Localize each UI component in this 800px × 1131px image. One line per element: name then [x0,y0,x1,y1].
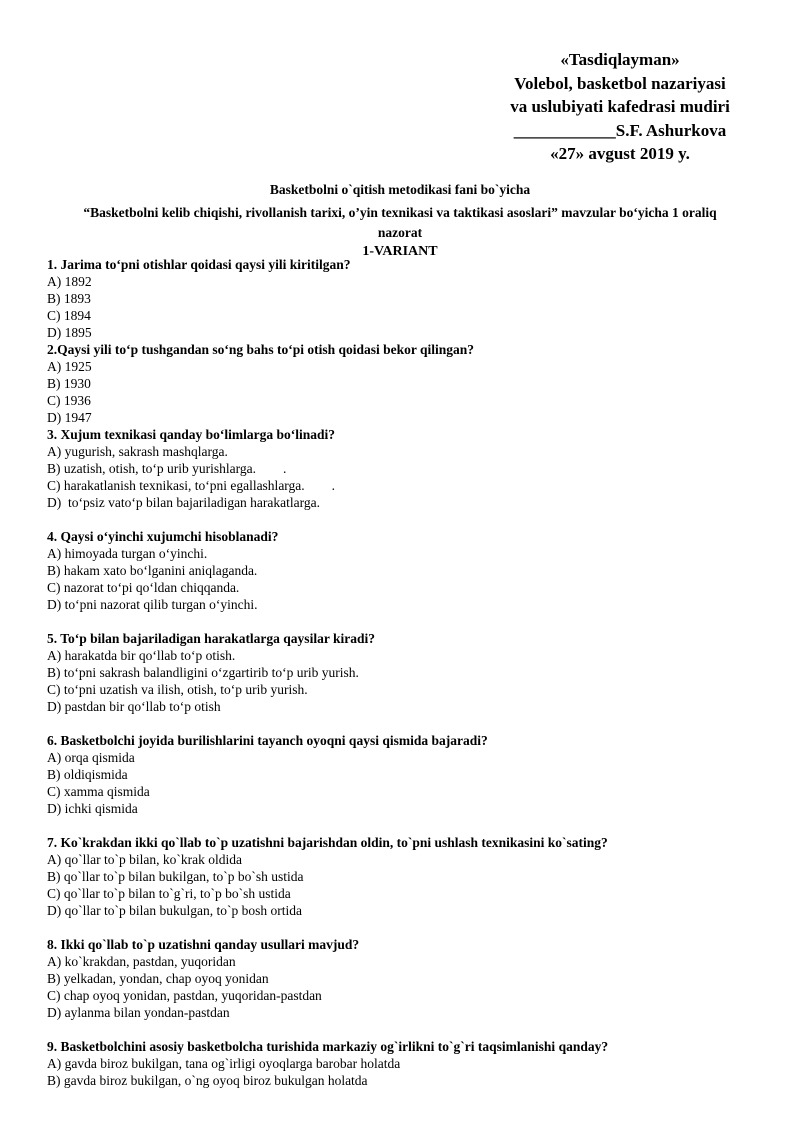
question-6 [47,732,767,817]
option-d: D) 1947 [47,410,92,425]
subject-title: Basketbolni o`qitish metodikasi fani bo`yicha [269,182,531,197]
option-d: D) ichki qismida [47,801,138,816]
approval-signature: ____________S.F. Ashurkova [513,120,727,140]
option-b: B) qo`llar to`p bilan bukilgan, to`p bo`sh ustida [47,869,304,884]
question-3 [47,426,767,511]
option-d: D) aylanma bilan yondan-pastdan [47,1005,230,1020]
option-b: B) to‘pni sakrash balandligini o‘zgartirib to‘p urib yurish. [47,665,359,680]
approval-block [490,48,750,166]
option-a: A) gavda biroz bukilgan, tana og`irligi oyoqlarga barobar holatda [47,1056,401,1071]
approval-department: Volebol, basketbol nazariyasi [514,73,726,93]
option-d: D) to‘pni nazorat qilib turgan o‘yinchi. [47,597,258,612]
option-c: C) 1936 [47,393,91,408]
question-1 [47,256,767,341]
question-8 [47,936,767,1021]
option-d: D) 1895 [47,325,92,340]
document-heading [40,180,760,261]
option-d: D) pastdan bir qo‘llab to‘p otish [47,699,221,714]
question-text: 8. Ikki qo`llab to`p uzatishni qanday usullari mavjud? [47,937,360,952]
approval-date: «27» avgust 2019 y. [550,144,690,163]
option-a: A) qo`llar to`p bilan, ko`krak oldida [47,852,242,867]
option-c: C) 1894 [47,308,91,323]
question-5 [47,630,767,715]
option-a: A) 1925 [47,359,92,374]
topics-title-line2: nazorat [377,225,423,240]
option-d: D) qo`llar to`p bilan bukulgan, to`p bosh ortida [47,903,302,918]
topics-title-line1: “Basketbolni kelib chiqishi, rivollanish tarixi, o’yin texnikasi va taktikasi asoslari” mavzular bo‘yicha 1 oraliq [83,205,717,220]
question-text: 3. Xujum texnikasi qanday bo‘limlarga bo‘linadi? [47,427,336,442]
option-b: B) uzatish, otish, to‘p urib yurishlarga. . [47,461,287,476]
option-a: A) himoyada turgan o‘yinchi. [47,546,208,561]
option-d: D) to‘psiz vato‘p bilan bajariladigan harakatlarga. [47,495,321,510]
option-a: A) yugurish, sakrash mashqlarga. [47,444,228,459]
option-b: B) oldiqismida [47,767,128,782]
question-text: 2.Qaysi yili to‘p tushgandan so‘ng bahs to‘pi otish qoidasi bekor qilingan? [47,342,475,357]
option-c: C) harakatlanish texnikasi, to‘pni egallashlarga. . [47,478,336,493]
option-b: B) 1930 [47,376,91,391]
question-7 [47,834,767,919]
option-c: C) xamma qismida [47,784,150,799]
question-text: 4. Qaysi o‘yinchi xujumchi hisoblanadi? [47,529,279,544]
question-text: 5. To‘p bilan bajariladigan harakatlarga qaysilar kiradi? [47,631,375,646]
option-a: A) orqa qismida [47,750,135,765]
question-text: 7. Ko`krakdan ikki qo`llab to`p uzatishni bajarishdan oldin, to`pni ushlash texnikasini ko`sating? [47,835,608,850]
option-c: C) chap oyoq yonidan, pastdan, yuqoridan-pastdan [47,988,322,1003]
option-b: B) 1893 [47,291,91,306]
option-c: C) to‘pni uzatish va ilish, otish, to‘p urib yurish. [47,682,308,697]
question-text: 1. Jarima to‘pni otishlar qoidasi qaysi yili kiritilgan? [47,257,351,272]
variant-title: 1-VARIANT [362,244,438,259]
option-a: A) 1892 [47,274,92,289]
option-c: C) nazorat to‘pi qo‘ldan chiqqanda. [47,580,240,595]
option-b: B) yelkadan, yondan, chap oyoq yonidan [47,971,269,986]
option-b: B) hakam xato bo‘lganini aniqlaganda. [47,563,258,578]
question-2 [47,341,767,426]
question-4 [47,528,767,613]
question-text: 6. Basketbolchi joyida burilishlarini tayanch oyoqni qaysi qismida bajaradi? [47,733,488,748]
question-list [47,256,767,1089]
option-a: A) harakatda bir qo‘llab to‘p otish. [47,648,236,663]
question-text: 9. Basketbolchini asosiy basketbolcha turishida markaziy og`irlikni to`g`ri taqsimlanishi qanday? [47,1039,609,1054]
question-9 [47,1038,767,1089]
option-b: B) gavda biroz bukilgan, o`ng oyoq biroz bukulgan holatda [47,1073,368,1088]
option-a: A) ko`krakdan, pastdan, yuqoridan [47,954,236,969]
option-c: C) qo`llar to`p bilan to`g`ri, to`p bo`sh ustida [47,886,291,901]
approval-title: «Tasdiqlayman» [560,50,680,69]
approval-position: va uslubiyati kafedrasi mudiri [510,97,730,116]
